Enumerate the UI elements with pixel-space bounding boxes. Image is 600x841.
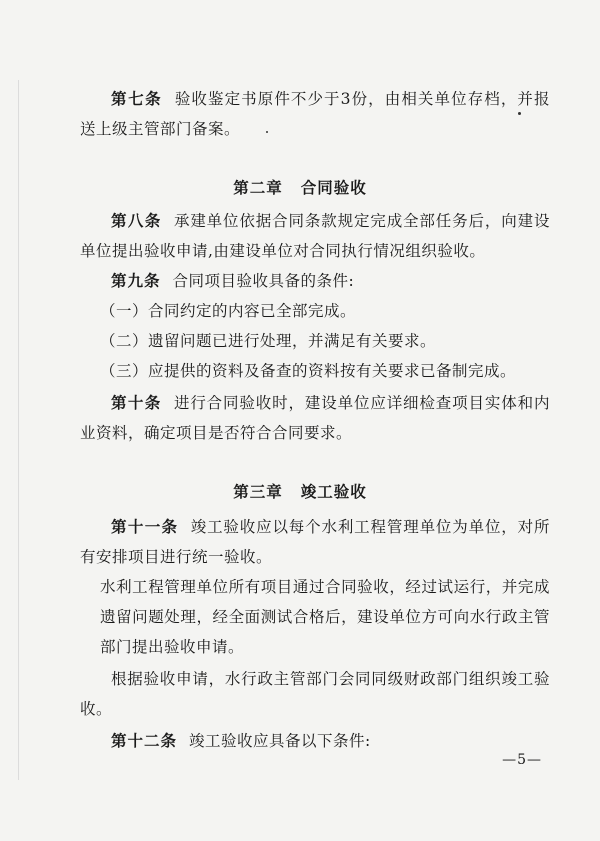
acceptance-paragraph-text: 水利工程管理单位所有项目通过合同验收，经过试运行，并完成遗留问题处理，经全面测试合格后，建设单位方可向水行政主管部门提出验收申请。 (100, 578, 550, 656)
article-11-text: 竣工验收应以每个水利工程管理单位为单位，对所有安排项目进行统一验收。 (80, 518, 550, 566)
acceptance-paragraph (100, 572, 550, 662)
application-paragraph: 根据验收申请，水行政主管部门会同同级财政部门组织竣工验收。 (80, 670, 550, 718)
article-11 (80, 512, 550, 572)
article-8-text: 承建单位依据合同条款规定完成全部任务后，向建设单位提出验收申请,由建设单位对合同执行情况组织验收。 (80, 212, 550, 260)
article-10-text: 进行合同验收时，建设单位应详细检查项目实体和内业资料，确定项目是否符合合同要求。 (80, 394, 550, 442)
article-8-label: 第八条 (111, 212, 162, 230)
article-11-label: 第十一条 (111, 518, 179, 536)
article-10 (80, 388, 550, 448)
chapter-2-heading (0, 176, 600, 198)
article-10-label: 第十条 (111, 394, 162, 412)
chapter-3-number: 第三章 (233, 483, 283, 501)
scan-speck (518, 112, 521, 115)
article-12-text: 竣工验收应具备以下条件: (189, 732, 371, 750)
page-number: —5— (502, 752, 542, 768)
article-7 (80, 84, 550, 144)
condition-item-2: （二）遗留问题已进行处理，并满足有关要求。 (100, 332, 437, 350)
chapter-3-heading (0, 480, 600, 502)
article-12 (80, 726, 550, 756)
article-9-text: 合同项目验收具备的条件: (172, 272, 355, 290)
article-7-text: 验收鉴定书原件不少于3份，由相关单位存档，并报送上级主管部门备案。 (80, 90, 550, 138)
scan-speck (266, 131, 268, 133)
chapter-2-title: 合同验收 (300, 179, 367, 197)
condition-item-1: （一）合同约定的内容已全部完成。 (100, 302, 357, 320)
chapter-3-title: 竣工验收 (300, 483, 367, 501)
chapter-2-number: 第二章 (233, 179, 283, 197)
article-9 (80, 266, 550, 296)
article-12-label: 第十二条 (111, 732, 178, 750)
article-9-label: 第九条 (111, 272, 161, 290)
article-8 (80, 206, 550, 266)
condition-item-3: （三）应提供的资料及备查的资料按有关要求已备制完成。 (100, 362, 517, 380)
article-7-label: 第七条 (111, 90, 163, 108)
